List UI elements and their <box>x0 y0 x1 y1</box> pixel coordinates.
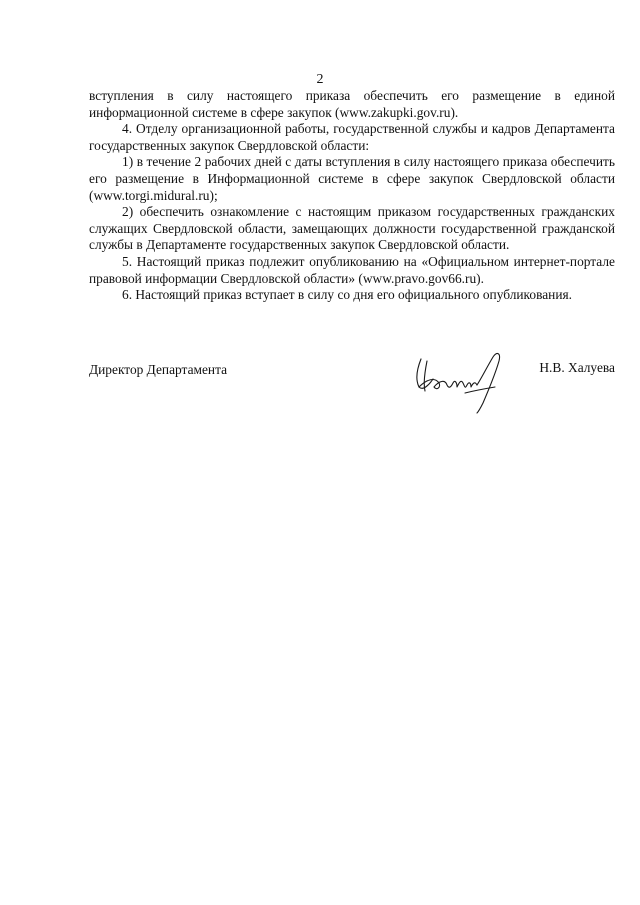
signer-title: Директор Департамента <box>89 362 228 377</box>
handwritten-signature <box>407 349 517 415</box>
paragraph-item-4: 4. Отделу организационной работы, государственной службы и кадров Департамента государственных закупок Свердловской области: <box>89 121 615 153</box>
document-body <box>89 88 615 304</box>
signer-name: Н.В. Халуева <box>539 360 615 375</box>
paragraph-item-6: 6. Настоящий приказ вступает в силу со дня его официального опубликования. <box>122 287 572 303</box>
paragraph-subitem-1: 1) в течение 2 рабочих дней с даты вступления в силу настоящего приказа обеспечить его размещение в Информационной системе в сфере закупок Свердловской области (www.torgi.midural.ru); <box>89 154 615 203</box>
paragraph-subitem-2: 2) обеспечить ознакомление с настоящим приказом государственных гражданских служащих Свердловской области, замещающих должности государственной гражданской службы в Департаменте государственных закупок Свердловской области. <box>89 204 615 253</box>
page-number: 2 <box>316 72 324 87</box>
paragraph-item-5: 5. Настоящий приказ подлежит опубликованию на «Официальном интернет-портале правовой информации Свердловской области» (www.pravo.gov66.ru). <box>89 253 615 286</box>
paragraph-continuation: вступления в силу настоящего приказа обеспечить его размещение в единой информационной системе в сфере закупок (www.zakupki.gov.ru). <box>89 88 615 120</box>
signature-block <box>89 355 615 415</box>
